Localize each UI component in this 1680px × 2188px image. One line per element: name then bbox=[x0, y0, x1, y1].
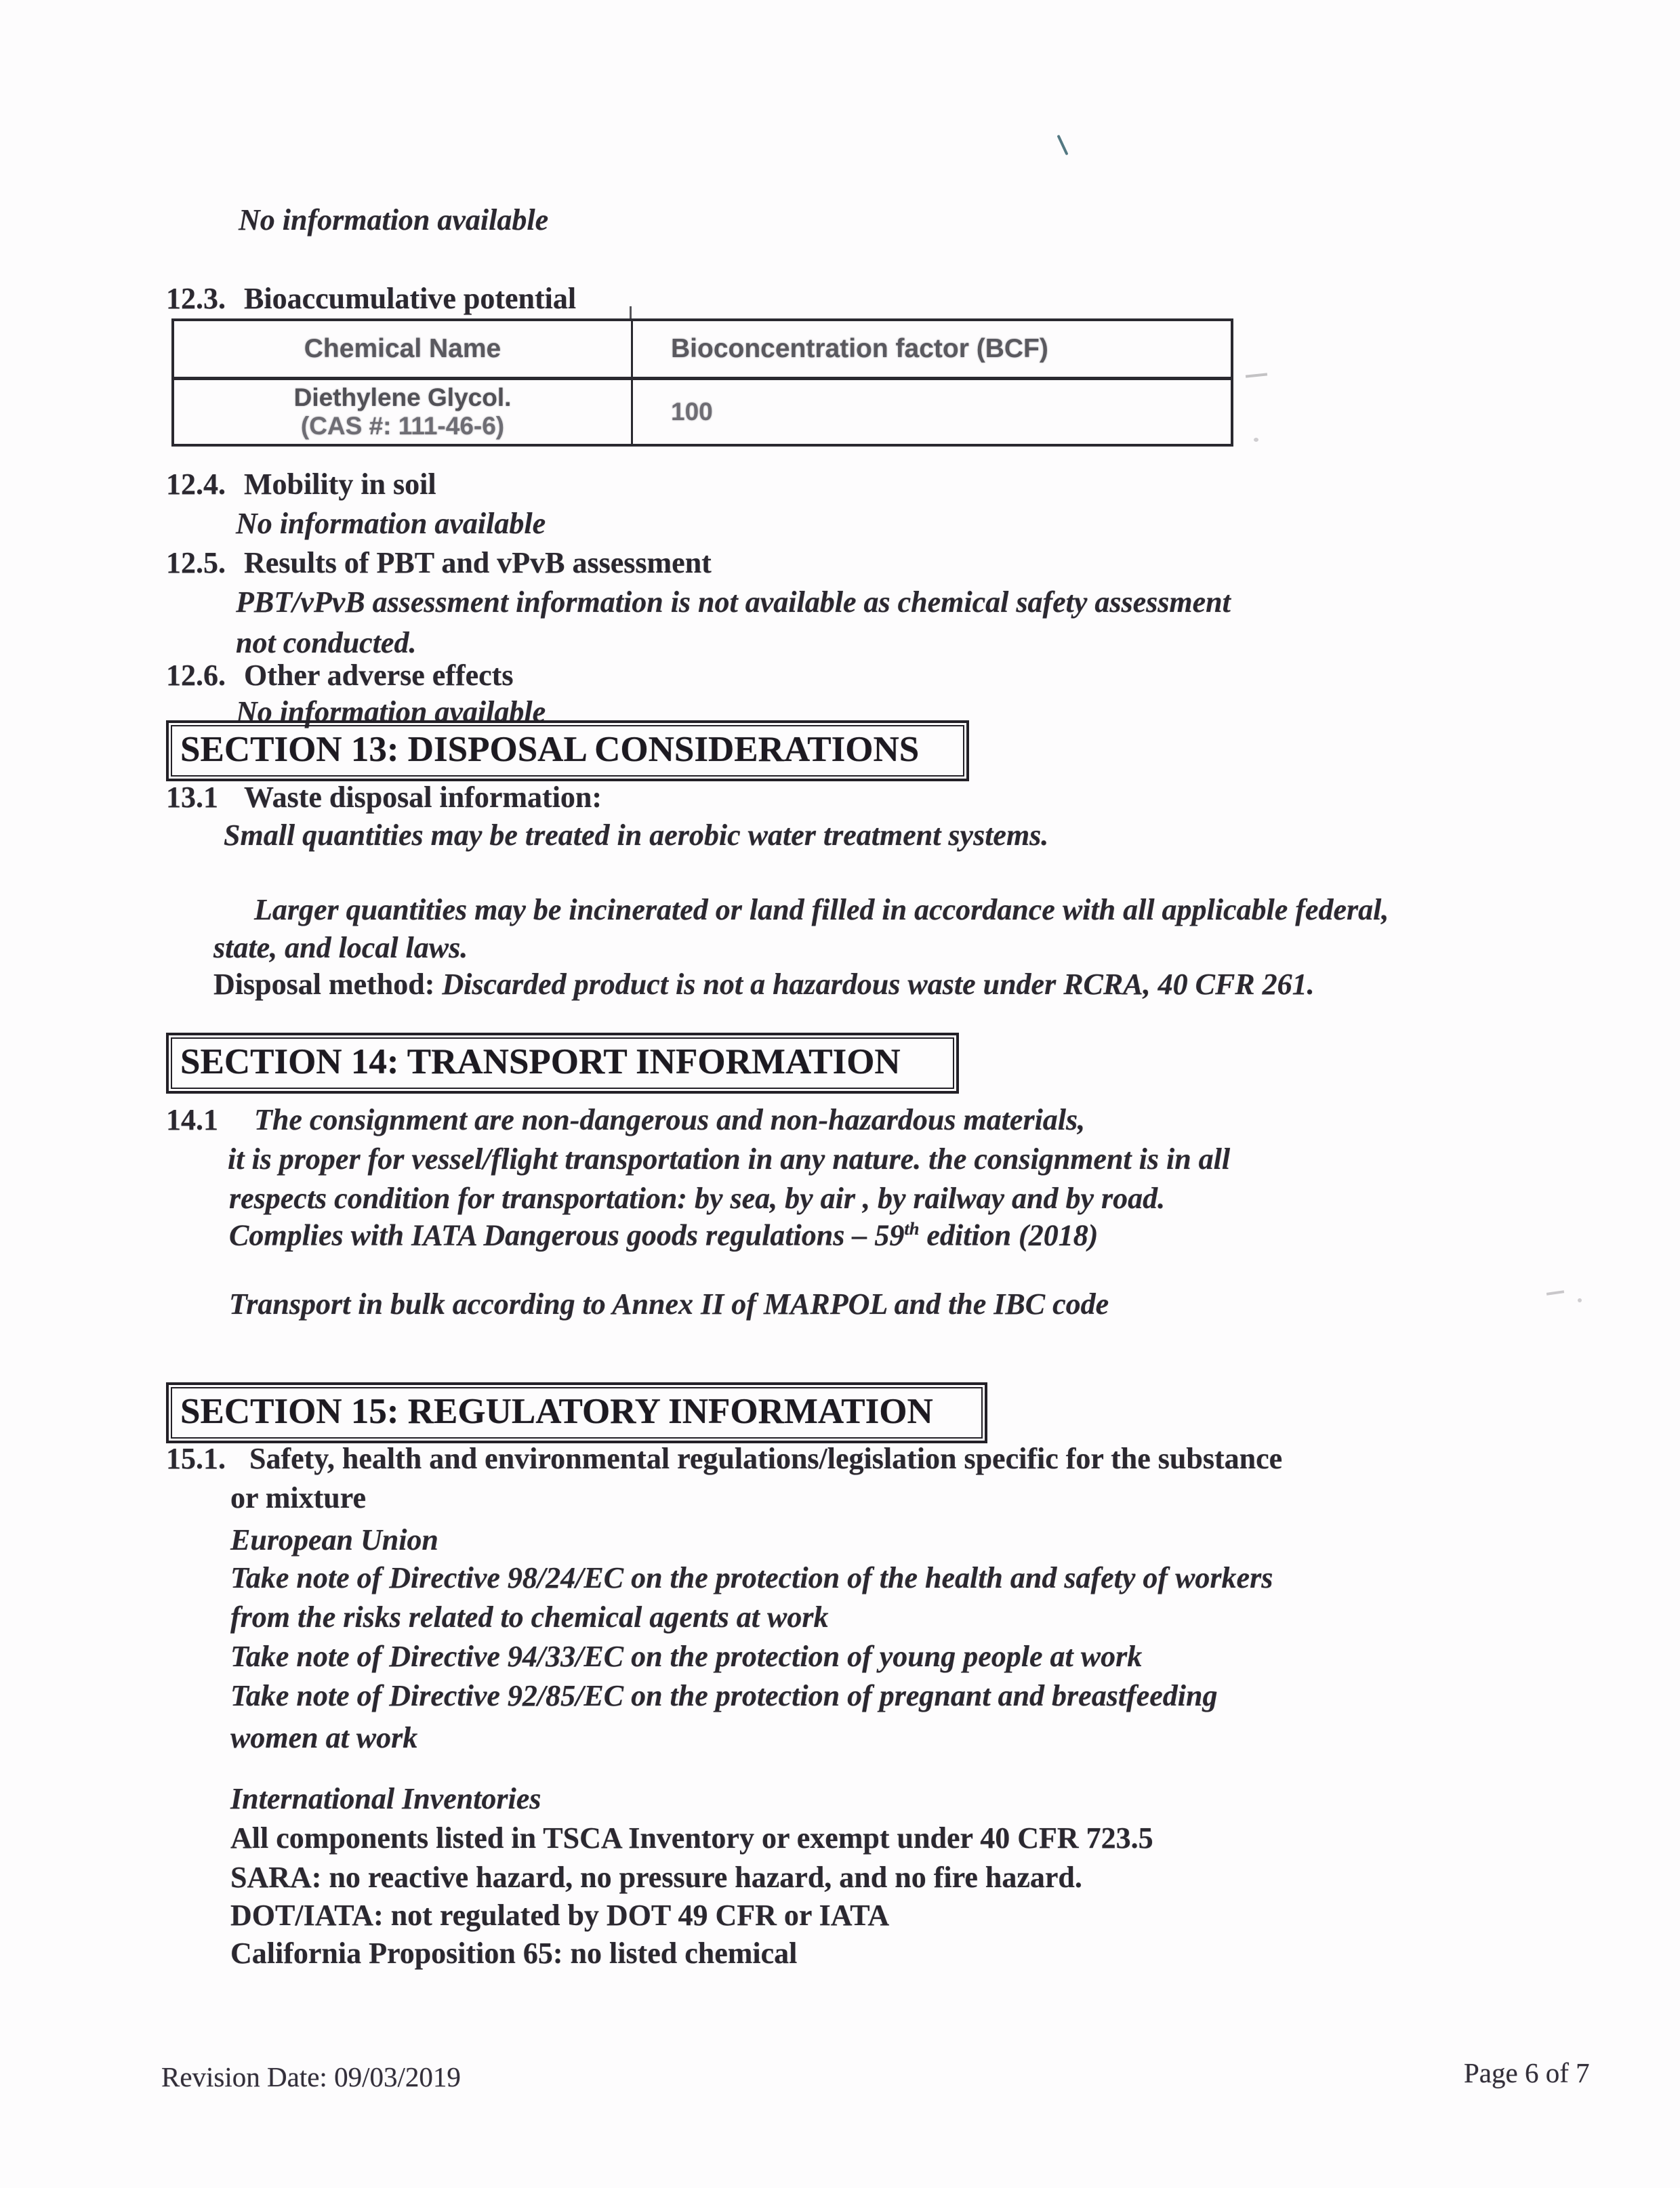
scan-speck bbox=[1578, 1298, 1582, 1302]
international-inventories-label: International Inventories bbox=[230, 1782, 541, 1815]
bcf-table-header-chemical bbox=[174, 321, 633, 377]
transport-bulk-text: Transport in bulk according to Annex II of MARPOL and the IBC code bbox=[229, 1287, 1109, 1321]
no-information-available-text: No information available bbox=[239, 203, 549, 236]
larger-quantities-text-line2: state, and local laws. bbox=[213, 931, 468, 964]
bcf-table-header-bcf bbox=[633, 321, 1231, 377]
table-divider-tick bbox=[630, 306, 632, 318]
heading-12-5-number: 12.5. bbox=[166, 546, 226, 579]
no-information-available-text: No information available bbox=[236, 695, 546, 728]
section-15-title-box bbox=[166, 1382, 987, 1443]
section-13-title-box bbox=[166, 720, 969, 781]
tsca-inventory-text: All components listed in TSCA Inventory or exempt under 40 CFR 723.5 bbox=[230, 1821, 1153, 1855]
larger-quantities-text-line1: Larger quantities may be incinerated or land filled in accordance with all applicable federal, bbox=[254, 893, 1389, 926]
consignment-text-line3: respects condition for transportation: by sea, by air , by railway and by road. bbox=[229, 1182, 1166, 1215]
pen-stroke-mark bbox=[1057, 135, 1068, 156]
scan-speck bbox=[1546, 1290, 1564, 1296]
disposal-method-text: Discarded product is not a hazardous waste under RCRA, 40 CFR 261. bbox=[442, 968, 1315, 1001]
heading-12-3-number: 12.3. bbox=[166, 282, 226, 315]
heading-12-5 bbox=[166, 546, 712, 581]
section-14-title: SECTION 14: TRANSPORT INFORMATION bbox=[180, 1042, 901, 1081]
european-union-label: European Union bbox=[230, 1523, 438, 1556]
heading-12-4-label: Mobility in soil bbox=[244, 468, 436, 501]
heading-13-1-number: 13.1 bbox=[166, 781, 218, 814]
bcf-table bbox=[171, 318, 1233, 447]
heading-15-1-label-line1: Safety, health and environmental regulations/legislation specific for the substance bbox=[249, 1442, 1283, 1475]
heading-15-1-label-line2: or mixture bbox=[230, 1481, 366, 1514]
heading-13-1 bbox=[166, 781, 602, 815]
bcf-value-cell bbox=[633, 380, 1231, 444]
complies-iata-superscript: th bbox=[904, 1218, 920, 1239]
heading-12-5-label: Results of PBT and vPvB assessment bbox=[244, 546, 712, 579]
heading-15-1 bbox=[166, 1442, 1282, 1477]
heading-12-3 bbox=[166, 282, 576, 316]
page-number-text: Page 6 of 7 bbox=[1464, 2057, 1590, 2088]
chemical-cas-value: (CAS #: 111-46-6) bbox=[300, 412, 505, 440]
heading-12-4 bbox=[166, 468, 436, 502]
directive-92-85-text-line1: Take note of Directive 92/85/EC on the protection of pregnant and breastfeeding bbox=[230, 1679, 1218, 1712]
california-prop-65-text: California Proposition 65: no listed chemical bbox=[230, 1937, 798, 1970]
small-quantities-text: Small quantities may be treated in aerobic water treatment systems. bbox=[224, 819, 1049, 852]
pbt-assessment-text-line1: PBT/vPvB assessment information is not available as chemical safety assessment bbox=[236, 585, 1231, 619]
directive-98-24-text-line1: Take note of Directive 98/24/EC on the protection of the health and safety of workers bbox=[230, 1561, 1273, 1594]
directive-98-24-text-line2: from the risks related to chemical agents at work bbox=[230, 1601, 829, 1634]
bcf-value: 100 bbox=[671, 398, 713, 426]
directive-94-33-text: Take note of Directive 94/33/EC on the protection of young people at work bbox=[230, 1640, 1143, 1673]
pbt-assessment-text-line2: not conducted. bbox=[236, 626, 417, 659]
sara-text: SARA: no reactive hazard, no pressure hazard, and no fire hazard. bbox=[230, 1861, 1082, 1894]
complies-iata-line bbox=[229, 1218, 1098, 1253]
section-13-title: SECTION 13: DISPOSAL CONSIDERATIONS bbox=[180, 730, 920, 769]
heading-14-1 bbox=[166, 1103, 1085, 1138]
heading-14-1-number: 14.1 bbox=[166, 1103, 218, 1136]
heading-12-4-number: 12.4. bbox=[166, 468, 226, 501]
consignment-text-line1: The consignment are non-dangerous and non-hazardous materials, bbox=[254, 1103, 1086, 1136]
chemical-name-header: Chemical Name bbox=[304, 334, 501, 363]
scan-speck bbox=[1254, 438, 1258, 442]
directive-92-85-text-line2: women at work bbox=[230, 1721, 418, 1754]
section-14-title-box bbox=[166, 1033, 959, 1094]
dot-iata-text: DOT/IATA: not regulated by DOT 49 CFR or IATA bbox=[230, 1899, 890, 1932]
complies-iata-text: Complies with IATA Dangerous goods regulations – 59 bbox=[229, 1218, 905, 1252]
chemical-name-cell bbox=[174, 380, 633, 444]
bcf-table-header-row bbox=[174, 321, 1231, 380]
heading-12-6-label: Other adverse effects bbox=[244, 659, 514, 692]
heading-12-6 bbox=[166, 659, 513, 693]
bcf-table-data-row bbox=[174, 380, 1231, 444]
heading-12-3-label: Bioaccumulative potential bbox=[244, 282, 577, 315]
heading-12-6-number: 12.6. bbox=[166, 659, 226, 692]
section-15-title: SECTION 15: REGULATORY INFORMATION bbox=[180, 1392, 933, 1431]
complies-iata-text-end: edition (2018) bbox=[919, 1218, 1099, 1252]
disposal-method-line bbox=[213, 968, 1315, 1002]
revision-date-text: Revision Date: 09/03/2019 bbox=[161, 2061, 461, 2092]
consignment-text-line2: it is proper for vessel/flight transportation in any nature. the consignment is in all bbox=[228, 1142, 1231, 1176]
bcf-header: Bioconcentration factor (BCF) bbox=[671, 334, 1048, 363]
heading-13-1-label: Waste disposal information: bbox=[244, 781, 602, 814]
chemical-name-value: Diethylene Glycol. bbox=[293, 384, 512, 411]
heading-15-1-number: 15.1. bbox=[166, 1442, 226, 1475]
disposal-method-label: Disposal method: bbox=[213, 968, 443, 1001]
scan-speck bbox=[1246, 373, 1267, 377]
no-information-available-text: No information available bbox=[236, 507, 546, 540]
